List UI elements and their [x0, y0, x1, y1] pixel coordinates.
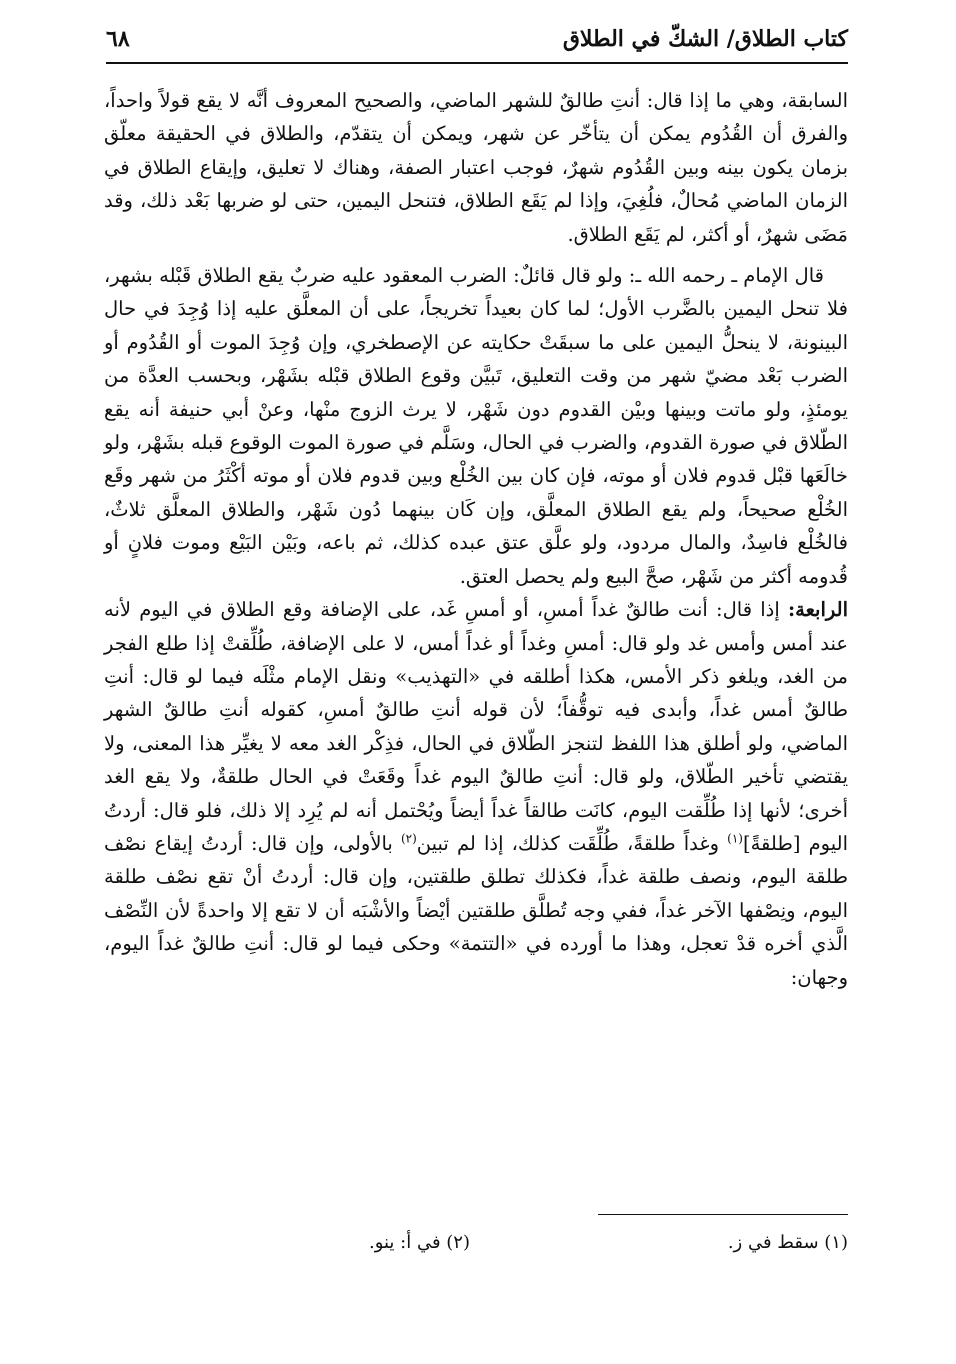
- paragraph-1: [104, 84, 848, 251]
- running-title: كتاب الطلاق/ الشكّ في الطلاق: [562, 26, 848, 52]
- footnotes: [104, 1232, 848, 1262]
- page-header: [106, 20, 848, 64]
- main-text: [104, 84, 848, 994]
- paragraph-3: [104, 593, 848, 994]
- section-label: الرابعة:: [787, 598, 848, 622]
- paragraph-3-text-a: إذا قال: أنت طالقٌ غداً أمسِ، أو أمسِ غَد، على الإضافة وقع الطلاق في اليوم لأنه عند أمس وأمس غد ولو قال: أمسِ وغداً أو غداً أمس، لا على الإضافة، طُلِّقتْ إذا طلع الفجر من الغد، ويلغو ذكر الأمس، هكذا أطلقه في «التهذيب» ونقل الإمام مثْلَه فيما لو قال: أنتِ طالقٌ أمس غداً، وأبدى فيه توقُّفاً؛ لأن قوله أنتِ طالقٌ أمسِ، كقوله أنتِ طالقٌ الشهر الماضي، ولو أطلق هذا اللفظ لتنجز الطّلاق في الحال، فذِكْر الغد معه لا يغيِّر هذا المعنى، ولا يقتضي تأخير الطّلاق، ولو قال: أنتِ طالقٌ اليوم غداً وقَعَتْ في الحال طلقةٌ، ولا يقع الغد أخرى؛ لأنها إذا طُلِّقت اليوم، كانَت طالقاً غداً أيضاً ويُحْتمل أنه لم يُرِد إلا ذلك، فلو قال: أردتُ اليوم [طلقةً]: [104, 598, 848, 855]
- footnote-1: (١) سقط في ز.: [727, 1232, 848, 1253]
- paragraph-2-text: قال الإمام ـ رحمه الله ـ: ولو قال قائلٌ: الضرب المعقود عليه ضربٌ يقع الطلاق قَبْله بشهر، فلا تنحل اليمين بالضَّرب الأول؛ لما كان بعيداً تخريجاً، على أن المعلَّق عليه إذا وُجِدَ في حال البينونة، لا ينحلُّ اليمين على ما سبقَتْ حكايته عن الإصطخري، وإن وُجِدَ الموت أو القُدُوم أو الضرب بَعْد مضيّ شهر من وقت التعليق، تَبيَّن وقوع الطلاق قبْله بشَهْر، وبحسب العدَّة من يومئذٍ، ولو ماتت وبينها وبيْن القدوم دون شَهْر، لا يرث الزوج منْها، وعنْ أبي حنيفة أنه يقع الطّلاق في صورة القدوم، والضرب في الحال، وسَلَّم في صورة الموت الوقوع قبله بشَهْر، ولو خالَعَها قبْل قدوم فلان أو موته، فإن كان بين الخُلْع وبين قدوم فلان أو موته أكْثَرُ من شهر وقَع الخُلْع صحيحاً، ولم يقع الطلاق المعلَّق، وإن كَان بينهما دُون شَهْر، والطلاق المعلَّق ثلاثٌ، فالخُلْع فاسِدٌ، والمال مردود، ولو علَّق عتق عبده كذلك، ثم باعه، وبَيْن البَيْع وموت فلانٍ أو قُدومه أكثر من شَهْر، صحَّ البيع ولم يحصل العتق.: [104, 264, 848, 588]
- paragraph-3-text-b: وغداً طلقةً، طُلِّقَت كذلك، إذا لم تبين: [416, 831, 728, 855]
- footnote-divider: [598, 1214, 848, 1215]
- footnote-ref-2: (٢): [400, 831, 417, 846]
- footnote-2: (٢) في أ: ينو.: [368, 1232, 470, 1253]
- paragraph-1-text: السابقة، وهي ما إذا قال: أنتِ طالقٌ للشهر الماضي، والصحيح المعروف أنَّه لا يقع قولاً واحداً، والفرق أن القُدُوم يمكن أن يتأخّر عن شهر، ويمكن أن يتقدّم، والطلاق في الحقيقة معلّق بزمان يكون بينه وبين القُدُوم شهرٌ، فوجب اعتبار الصفة، وهناك لا تعليق، وإيقاع الطلاق في الزمان الماضي مُحالٌ، فلُغِيَ، وإذا لم يَقَع الطلاق، فتنحل اليمين، حتى لو ضربها بَعْد ذلك، وقد مَضَى شهرٌ، أو أكثر، لم يَقَع الطلاق.: [104, 89, 848, 246]
- page-number: ٦٨: [106, 26, 130, 52]
- footnote-ref-1: (١): [727, 831, 743, 846]
- paragraph-3-text-c: بالأولى، وإن قال: أردتُ إيقاع نصْف طلقة اليوم، ونصف طلقة غداً، فكذلك تطلق طلقتين، وإن قال: أردتُ أنْ تقع نصْف طلقة اليوم، ونِصْفها الآخر غداً، ففي وجه تُطلَّق طلقتين أيْضاً والأشْبَه أن لا تقع إلا واحدةً لأن النِّصْف الَّذي أخره قدْ تعجل، وهذا ما أورده في «التتمة» وحكى فيما لو قال: أنتِ طالقٌ غداً اليوم، وجهان:: [104, 831, 848, 989]
- paragraph-2: [104, 259, 848, 593]
